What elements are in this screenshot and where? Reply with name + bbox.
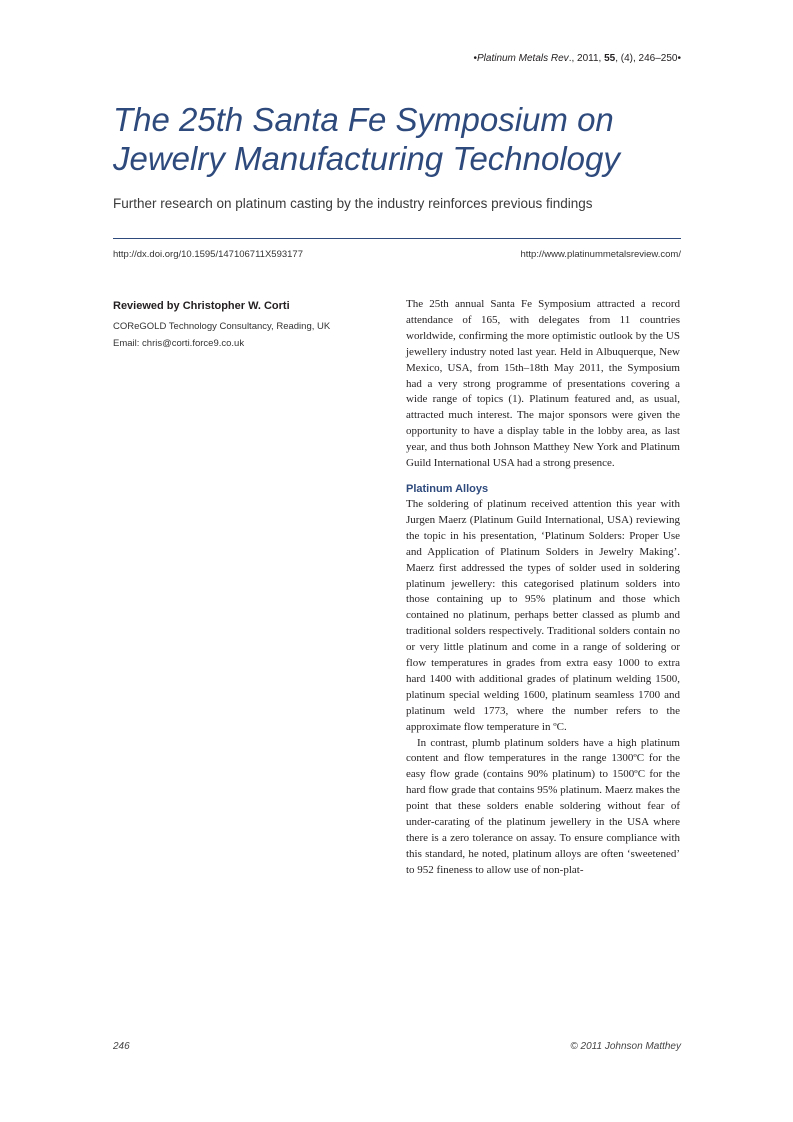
author-byline: Reviewed by Christopher W. Corti	[113, 300, 290, 312]
body-paragraph: In contrast, plumb platinum solders have a high platinum content and flow temperatures in the range 1300ºC for the easy flow grade (contains 90% platinum) to 1500ºC for the hard flow grade that contains 95% platinum. Maerz makes the point that these solders enable soldering without fear of under-carating of the platinum jewellery in the USA where there is a zero tolerance on assay. To ensure compliance with this standard, he noted, platinum alloys are often ‘sweetened’ to 952 fineness to allow use of non-plat-	[406, 736, 680, 876]
article-body-column	[406, 297, 680, 879]
citation-year: ., 2011,	[568, 53, 605, 64]
journal-name: Platinum Metals Rev	[476, 53, 569, 64]
article-subtitle: Further research on platinum casting by the industry reinforces previous findings	[113, 196, 593, 211]
copyright-notice: © 2011 Johnson Matthey	[570, 1041, 681, 1052]
section-heading: Platinum Alloys	[406, 482, 489, 495]
body-paragraph: The soldering of platinum received attention this year with Jurgen Maerz (Platinum Guild International, USA) reviewing the topic in his presentation, ‘Platinum Solders: Proper Use and Application of Platinum Solders in Jewelry Making’. Maerz first addressed the types of solder used in soldering platinum jewellery: this categorised platinum solders into those containing up to 95% platinum and those which contained no platinum, perhaps better classed as plumb and traditional solders respectively. Traditional solders contain no or very little platinum and come in a range of soldering or flow temperatures in grades from extra easy 1000 to extra hard 1400 with additional grades of platinum welding 1500, platinum special welding 1600, platinum seamless 1700 and platinum weld 1773, where the number refers to the approximate flow temperature in ºC.	[406, 497, 680, 733]
running-header-citation: •Platinum Metals Rev., 2011, 55, (4), 246–250•	[473, 53, 681, 64]
issue-pages: , (4), 246–250	[615, 53, 678, 64]
title-divider	[113, 238, 681, 239]
body-paragraph: The 25th annual Santa Fe Symposium attracted a record attendance of 165, with delegates from 11 countries worldwide, confirming the more optimistic outlook by the US jewellery industry noted last year. Held in Albuquerque, New Mexico, USA, from 15th–18th May 2011, the Symposium had a very strong programme of presentations covering a wide range of topics (1). Platinum featured and, as usual, attracted much interest. The major sponsors were given the opportunity to have a display table in the lobby area, as last year, and thus both Johnson Matthey New York and Platinum Guild International USA had a strong presence.	[406, 298, 680, 470]
author-affiliation: COReGOLD Technology Consultancy, Reading, UK	[113, 321, 331, 332]
page-number: 246	[113, 1041, 130, 1052]
doi-link[interactable]: http://dx.doi.org/10.1595/147106711X593177	[113, 249, 303, 260]
volume-number: 55	[604, 53, 616, 64]
article-title: The 25th Santa Fe Symposium on Jewelry Manufacturing Technology	[113, 101, 620, 177]
website-link[interactable]: http://www.platinummetalsreview.com/	[520, 249, 681, 260]
author-email[interactable]: Email: chris@corti.force9.co.uk	[113, 338, 245, 349]
